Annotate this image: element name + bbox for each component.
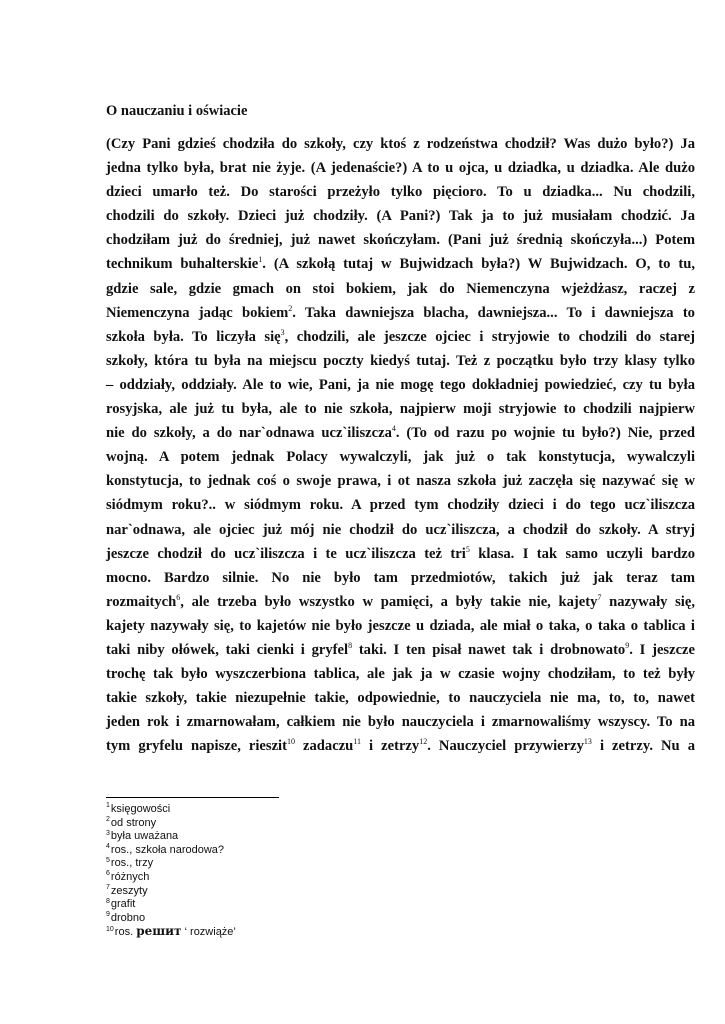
text-line <box>106 397 695 421</box>
text-segment: , ale trzeba było wszystko w pamięci, a były takie nie, kajety <box>180 593 598 610</box>
text-segment: siódmym roku?.. w siódmym roku. A przed tym chodziły dzieci i do tego ucz`iliszcza <box>106 497 695 514</box>
text-segment: rozmaitych <box>106 593 177 610</box>
footnote-text: księgowości <box>110 803 171 815</box>
footnote <box>106 898 506 912</box>
footnote-ref: 8 <box>348 641 353 651</box>
footnote-ref: 5 <box>465 544 470 554</box>
footnote-ref: 13 <box>583 737 592 747</box>
text-segment: jeden rok i zmarnowałam, całkiem nie było nauczyciela i zmarnowaliśmy wszyscy. To na <box>106 714 695 731</box>
footnote-number: 7 <box>106 883 110 891</box>
text-segment: gdzie sale, gdzie gmach on stoi bokiem, jak do Niemenczyna wjeżdżasz, raczej z <box>106 280 695 297</box>
footnote-ref: 12 <box>419 737 428 747</box>
footnote <box>106 817 506 831</box>
footnote-ref: 7 <box>597 592 602 602</box>
text-segment: nie do szkoły, a do nar`odnawa ucz`iliszcza <box>106 425 392 442</box>
footnote-text: ros., trzy <box>110 857 154 870</box>
footnotes <box>106 803 506 940</box>
text-line <box>106 518 695 542</box>
text-segment: chodziłam już do średniej, już nawet skończyłam. (Pani już średnią skończyła...) Potem <box>106 232 695 249</box>
text-segment: . Taka dawniejsza blacha, dawniejsza... To i dawniejsza to <box>292 304 695 321</box>
footnote-number: 6 <box>106 870 110 878</box>
text-segment: – oddziały, oddziały. Ale to wie, Pani, ja nie mogę tego dokładniej powiedzieć, czy tu była <box>106 376 695 393</box>
footnote-text: ros., szkoła narodowa? <box>110 843 225 856</box>
text-segment: Niemenczyna jadąc bokiem <box>106 304 289 321</box>
footnote-ref: 6 <box>176 592 181 602</box>
footnote-cyrillic: решит <box>136 924 182 939</box>
footnote-text: drobno <box>110 911 146 924</box>
text-line <box>106 373 695 397</box>
footnote <box>106 912 506 926</box>
text-segment: jedna tylko była, brat nie żyje. (A jedenaście?) A to u ojca, u dziadka, u dziadka. Ale dużo <box>106 160 695 177</box>
text-segment: nazywały się, <box>601 593 695 610</box>
footnote <box>106 803 506 817</box>
section-heading: O nauczaniu i oświacie <box>106 103 248 119</box>
text-line <box>106 614 695 638</box>
footnote-ref: 3 <box>280 327 285 337</box>
text-segment: szkoła była. To liczyła się <box>106 328 281 345</box>
footnote-ref: 9 <box>625 641 630 651</box>
text-line <box>106 325 695 349</box>
footnote-text: zeszyty <box>110 884 148 897</box>
text-line <box>106 228 695 252</box>
footnote-text: była uważana <box>110 830 179 843</box>
footnote-number: 8 <box>106 897 110 905</box>
footnote-separator <box>106 797 279 798</box>
text-line <box>106 542 695 566</box>
footnote-text-rest: ‘ rozwiąże’ <box>181 926 236 939</box>
text-segment: . Nauczyciel przywierzy <box>427 738 584 755</box>
footnote-text: ros. <box>114 926 137 939</box>
footnote-text: grafit <box>110 898 136 911</box>
text-segment: (Czy Pani gdzieś chodziła do szkoły, czy ktoś z rodzeństwa chodził? Was dużo było?) Ja <box>106 136 695 152</box>
text-line <box>106 421 695 445</box>
text-line <box>106 710 695 734</box>
text-line <box>106 638 695 662</box>
footnote-number: 5 <box>106 856 110 864</box>
text-line <box>106 686 695 710</box>
text-line <box>106 590 695 614</box>
text-line <box>106 566 695 590</box>
text-segment: tym gryfelu napisze, rieszit <box>106 738 287 755</box>
text-segment: kajety nazywały się, to kajetów nie było jeszcze u dziada, ale miał o taka, o taka o tablica i <box>106 617 695 634</box>
text-line <box>106 132 695 156</box>
footnote-ref: 1 <box>258 255 263 265</box>
text-line <box>106 180 695 204</box>
text-segment: jeszcze chodził do ucz`iliszcza i te ucz`iliszcza też tri <box>106 545 466 562</box>
footnote <box>106 830 506 844</box>
text-segment: i zetrzy <box>361 738 420 755</box>
footnote-number: 9 <box>106 911 110 919</box>
text-line <box>106 349 695 373</box>
text-line <box>106 662 695 686</box>
text-segment: konstytucja, to jednak coś o swoje prawa, i ot nasza szkoła już zaczęła się nazywać się w <box>106 473 695 490</box>
text-line <box>106 156 695 180</box>
footnote <box>106 885 506 899</box>
footnote <box>106 925 506 940</box>
text-segment: . (A szkołą tutaj w Bujwidzach była?) W Bujwidzach. O, to tu, <box>262 256 695 273</box>
text-line <box>106 204 695 228</box>
text-segment: chodzili do szkoły. Dzieci już chodziły. (A Pani?) Tak ja to już musiałam chodzić. Ja <box>106 208 695 225</box>
footnote-number: 1 <box>106 802 110 810</box>
text-segment: szkoły, która tu była na miejscu poczty kiedyś tutaj. Też z początku było trzy klasy tylko <box>106 352 695 369</box>
footnote-text: różnych <box>110 870 150 883</box>
text-segment: takie szkoły, takie niezupełnie takie, odpowiednie, to nauczyciela nie ma, to, to, nawet <box>106 690 695 707</box>
footnote-ref: 11 <box>353 737 361 747</box>
text-line <box>106 277 695 301</box>
footnote-number: 2 <box>106 815 110 823</box>
text-segment: rosyjska, ale już tu była, ale to nie szkoła, najpierw moji stryjowie to chodzili najpierw <box>106 401 695 418</box>
text-segment: wojną. A potem jednak Polacy wywalczyli, jak już o tak konstytucja, wywalczyli <box>106 449 695 466</box>
text-segment: nar`odnawa, ale ojciec już mój nie chodził do ucz`iliszcza, a chodził do szkoły. A stryj <box>106 521 695 538</box>
text-segment: dzieci umarło też. Do starości przeżyło tylko pięcioro. To u dziadka... Nu chodzili, <box>106 184 695 201</box>
text-segment: . (To od razu po wojnie tu było?) Nie, przed <box>395 425 696 442</box>
text-segment: klasa. I tak samo uczyli bardzo <box>469 545 695 562</box>
text-line <box>106 469 695 493</box>
text-segment: trochę tak było wyszczerbiona tablica, ale jak ja w czasie wojny chodziłam, to też były <box>106 666 695 683</box>
text-segment: zadaczu <box>294 738 354 755</box>
text-segment: taki. I ten pisał nawet tak i drobnowato <box>352 641 626 658</box>
text-line <box>106 493 695 517</box>
body-text <box>106 132 695 758</box>
text-segment: taki niby ołówek, taki cienki i gryfel <box>106 641 349 658</box>
text-segment: mocno. Bardzo silnie. No nie było tam przedmiotów, takich już jak teraz tam <box>106 569 695 586</box>
footnote-number: 4 <box>106 843 110 851</box>
footnote-number: 3 <box>106 829 110 837</box>
footnote-ref: 2 <box>288 303 293 313</box>
footnote-text: od strony <box>110 816 157 829</box>
text-segment: technikum buhalterskie <box>106 256 259 273</box>
footnote-ref: 10 <box>286 737 295 747</box>
footnote <box>106 857 506 871</box>
text-line <box>106 301 695 325</box>
footnote-number: 10 <box>106 925 114 933</box>
footnote-ref: 4 <box>391 424 396 434</box>
footnote <box>106 871 506 885</box>
text-segment: , chodzili, ale jeszcze ojciec i stryjowie to chodzili do starej <box>284 328 696 345</box>
text-line <box>106 445 695 469</box>
text-segment: . I jeszcze <box>629 641 696 658</box>
footnote <box>106 844 506 858</box>
text-line <box>106 734 695 758</box>
text-line <box>106 252 695 276</box>
text-segment: i zetrzy. Nu a <box>591 738 696 755</box>
